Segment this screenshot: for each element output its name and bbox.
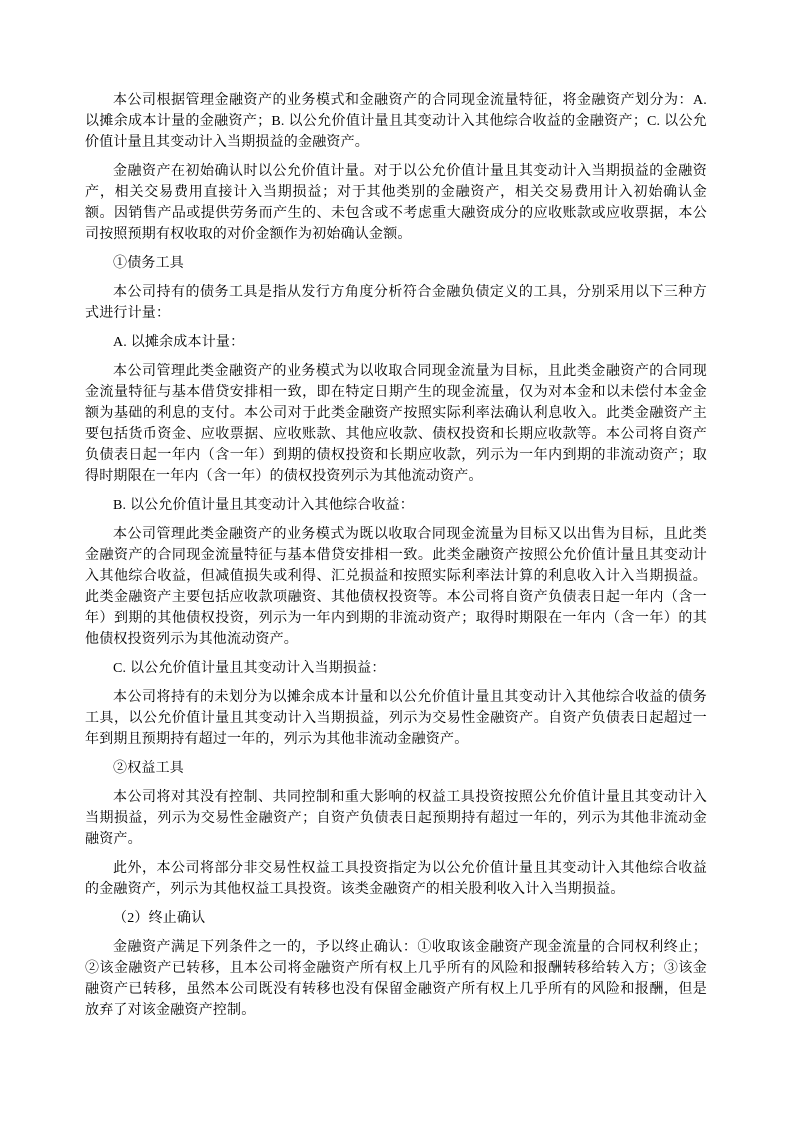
heading-fvtpl: C. 以公允价值计量且其变动计入当期损益： [113,661,386,676]
para-initial-measurement: 金融资产在初始确认时以公允价值计量。对于以公允价值计量且其变动计入当期损益的金融资产，相关交易费用直接计入当期损益；对于其他类别的金融资产，相关交易费用计入初始确认金额。因销售产品或提供劳务而产生的、未包含或不考虑重大融资成分的应收账款或应收票据，本公司按照预期有权收取的对价金额作为初始确认金额。 [85,164,707,242]
para-classification: 本公司根据管理金融资产的业务模式和金融资产的合同现金流量特征，将金融资产划分为：A. 以摊余成本计量的金融资产；B. 以公允价值计量且其变动计入其他综合收益的金融资产；C. 以公允价值计量且其变动计入当期损益的金融资产。 [85,93,707,150]
heading-derecognition: （2）终止确认 [113,911,206,926]
heading-fvoci: B. 以公允价值计量且其变动计入其他综合收益： [113,498,414,513]
para-designated-fvoci: 此外，本公司将部分非交易性权益工具投资指定为以公允价值计量且其变动计入其他综合收益的金融资产，列示为其他权益工具投资。该类金融资产的相关股利收入计入当期损益。 [85,861,707,897]
para-equity-instruments: 本公司将对其没有控制、共同控制和重大影响的权益工具投资按照公允价值计量且其变动计入当期损益，列示为交易性金融资产；自资产负债表日起预期持有超过一年的，列示为其他非流动金融资产。 [85,790,707,847]
para-fvoci: 本公司管理此类金融资产的业务模式为既以收取合同现金流量为目标又以出售为目标，且此类金融资产的合同现金流量特征与基本借贷安排相一致。此类金融资产按照公允价值计量且其变动计入其他综合收益，但减值损失或利得、汇兑损益和按照实际利率法计算的利息收入计入当期损益。此类金融资产主要包括应收款项融资、其他债权投资等。本公司将自资产负债表日起一年内（含一年）到期的其他债权投资，列示为一年内到期的非流动资产；取得时期限在一年内（含一年）的其他债权投资列示为其他流动资产。 [85,527,707,647]
para-debt-instruments-intro: 本公司持有的债务工具是指从发行方角度分析符合金融负债定义的工具，分别采用以下三种方式进行计量： [85,285,707,321]
heading-debt-instruments: ①债务工具 [113,256,184,271]
heading-amortized-cost: A. 以摊余成本计量： [113,335,245,350]
para-amortized-cost: 本公司管理此类金融资产的业务模式为以收取合同现金流量为目标，且此类金融资产的合同现金流量特征与基本借贷安排相一致，即在特定日期产生的现金流量，仅为对本金和以未偿付本金金额为基础的利息的支付。本公司对于此类金融资产按照实际利率法确认利息收入。此类金融资产主要包括货币资金、应收票据、应收账款、其他应收款、债权投资和长期应收款等。本公司将自资产负债表日起一年内（含一年）到期的债权投资和长期应收款，列示为一年内到期的非流动资产；取得时期限在一年内（含一年）的债权投资列示为其他流动资产。 [85,364,707,484]
document-content [85,90,707,1029]
para-derecognition: 金融资产满足下列条件之一的，予以终止确认：①收取该金融资产现金流量的合同权利终止；②该金融资产已转移，且本公司将金融资产所有权上几乎所有的风险和报酬转移给转入方；③该金融资产已转移，虽然本公司既没有转移也没有保留金融资产所有权上几乎所有的风险和报酬，但是放弃了对该金融资产控制。 [85,940,707,1018]
para-fvtpl: 本公司将持有的未划分为以摊余成本计量和以公允价值计量且其变动计入其他综合收益的债务工具，以公允价值计量且其变动计入当期损益，列示为交易性金融资产。自资产负债表日起超过一年到期且预期持有超过一年的，列示为其他非流动金融资产。 [85,690,707,747]
heading-equity-instruments: ②权益工具 [113,761,184,776]
